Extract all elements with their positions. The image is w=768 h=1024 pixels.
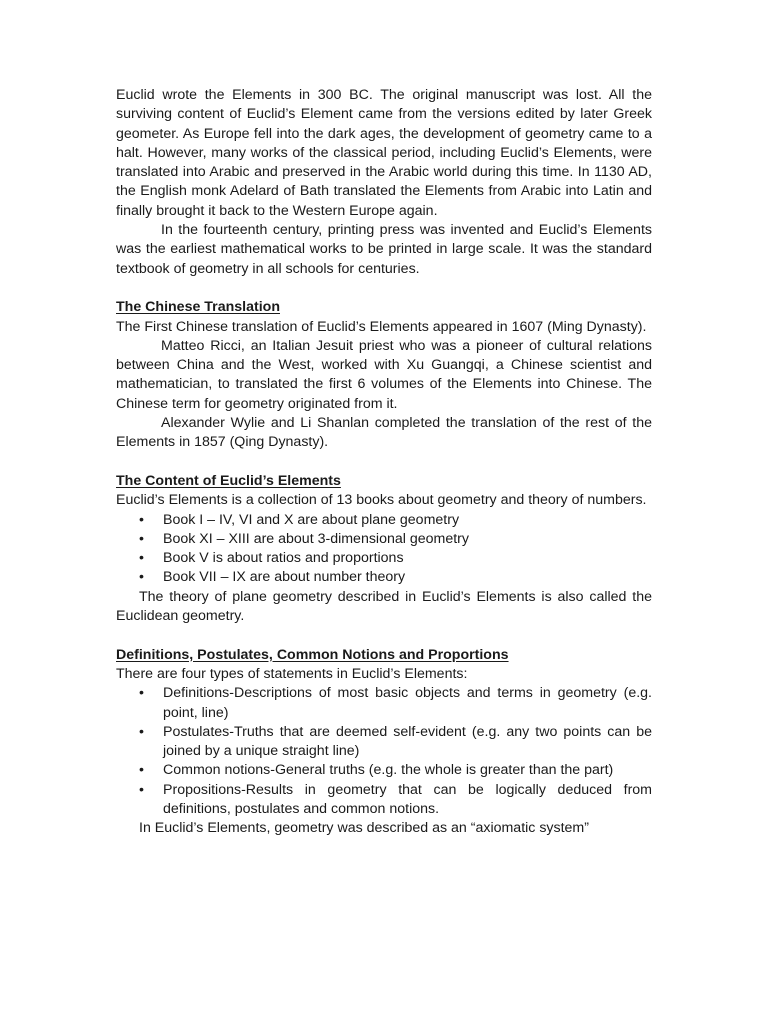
chinese-paragraph-2: Matteo Ricci, an Italian Jesuit priest who was a pioneer of cultural relations between China and the West, worked with Xu Guangqi, a Chinese scientist and mathematician, to translated the first 6 volumes of the Elements into Chinese. The Chinese term for geometry originated from it. [116, 337, 652, 412]
content-paragraph-2: The theory of plane geometry described in Euclid’s Elements is also called the Euclidean geometry. [116, 588, 652, 625]
definitions-heading: Definitions, Postulates, Common Notions and Proportions [116, 646, 509, 663]
content-book-list [116, 511, 652, 588]
content-heading: The Content of Euclid’s Elements [116, 472, 341, 489]
list-item: • Book I – IV, VI and X are about plane geometry [116, 511, 652, 530]
list-item: • Book VII – IX are about number theory [116, 568, 652, 587]
definitions-paragraph-1: There are four types of statements in Euclid’s Elements: [116, 665, 468, 682]
list-item: • Postulates-Truths that are deemed self-evident (e.g. any two points can be joined by a unique straight line) [116, 723, 652, 762]
content-paragraph-1: Euclid’s Elements is a collection of 13 books about geometry and theory of numbers. [116, 492, 647, 509]
list-item: • Propositions-Results in geometry that can be logically deduced from definitions, postulates and common notions. [116, 781, 652, 820]
list-item: • Definitions-Descriptions of most basic objects and terms in geometry (e.g. point, line) [116, 684, 652, 723]
chinese-paragraph-3: Alexander Wylie and Li Shanlan completed the translation of the rest of the Elements in 1857 (Qing Dynasty). [116, 415, 652, 451]
list-item: • Book V is about ratios and proportions [116, 549, 652, 568]
definitions-paragraph-2: In Euclid’s Elements, geometry was described as an “axiomatic system” [139, 820, 589, 837]
chinese-paragraph-1: The First Chinese translation of Euclid’s Elements appeared in 1607 (Ming Dynasty). [116, 318, 647, 335]
chinese-translation-heading: The Chinese Translation [116, 299, 280, 316]
intro-paragraph-1: Euclid wrote the Elements in 300 BC. The original manuscript was lost. All the surviving content of Euclid’s Element came from the versions edited by later Greek geometer. As Europe fell into the dark ages, the development of geometry came to a halt. However, many works of the classical period, including Euclid’s Elements, were translated into Arabic and preserved in the Arabic world during this time. In 1130 AD, the English monk Adelard of Bath translated the Elements from Arabic into Latin and finally brought it back to the Western Europe again. [116, 87, 652, 219]
list-item: • Common notions-General truths (e.g. the whole is greater than the part) [116, 761, 652, 780]
list-item: • Book XI – XIII are about 3-dimensional geometry [116, 530, 652, 549]
statement-types-list [116, 684, 652, 819]
intro-paragraph-2: In the fourteenth century, printing press was invented and Euclid’s Elements was the earliest mathematical works to be printed in large scale. It was the standard textbook of geometry in all schools for centuries. [116, 222, 652, 277]
document-page [116, 86, 652, 839]
